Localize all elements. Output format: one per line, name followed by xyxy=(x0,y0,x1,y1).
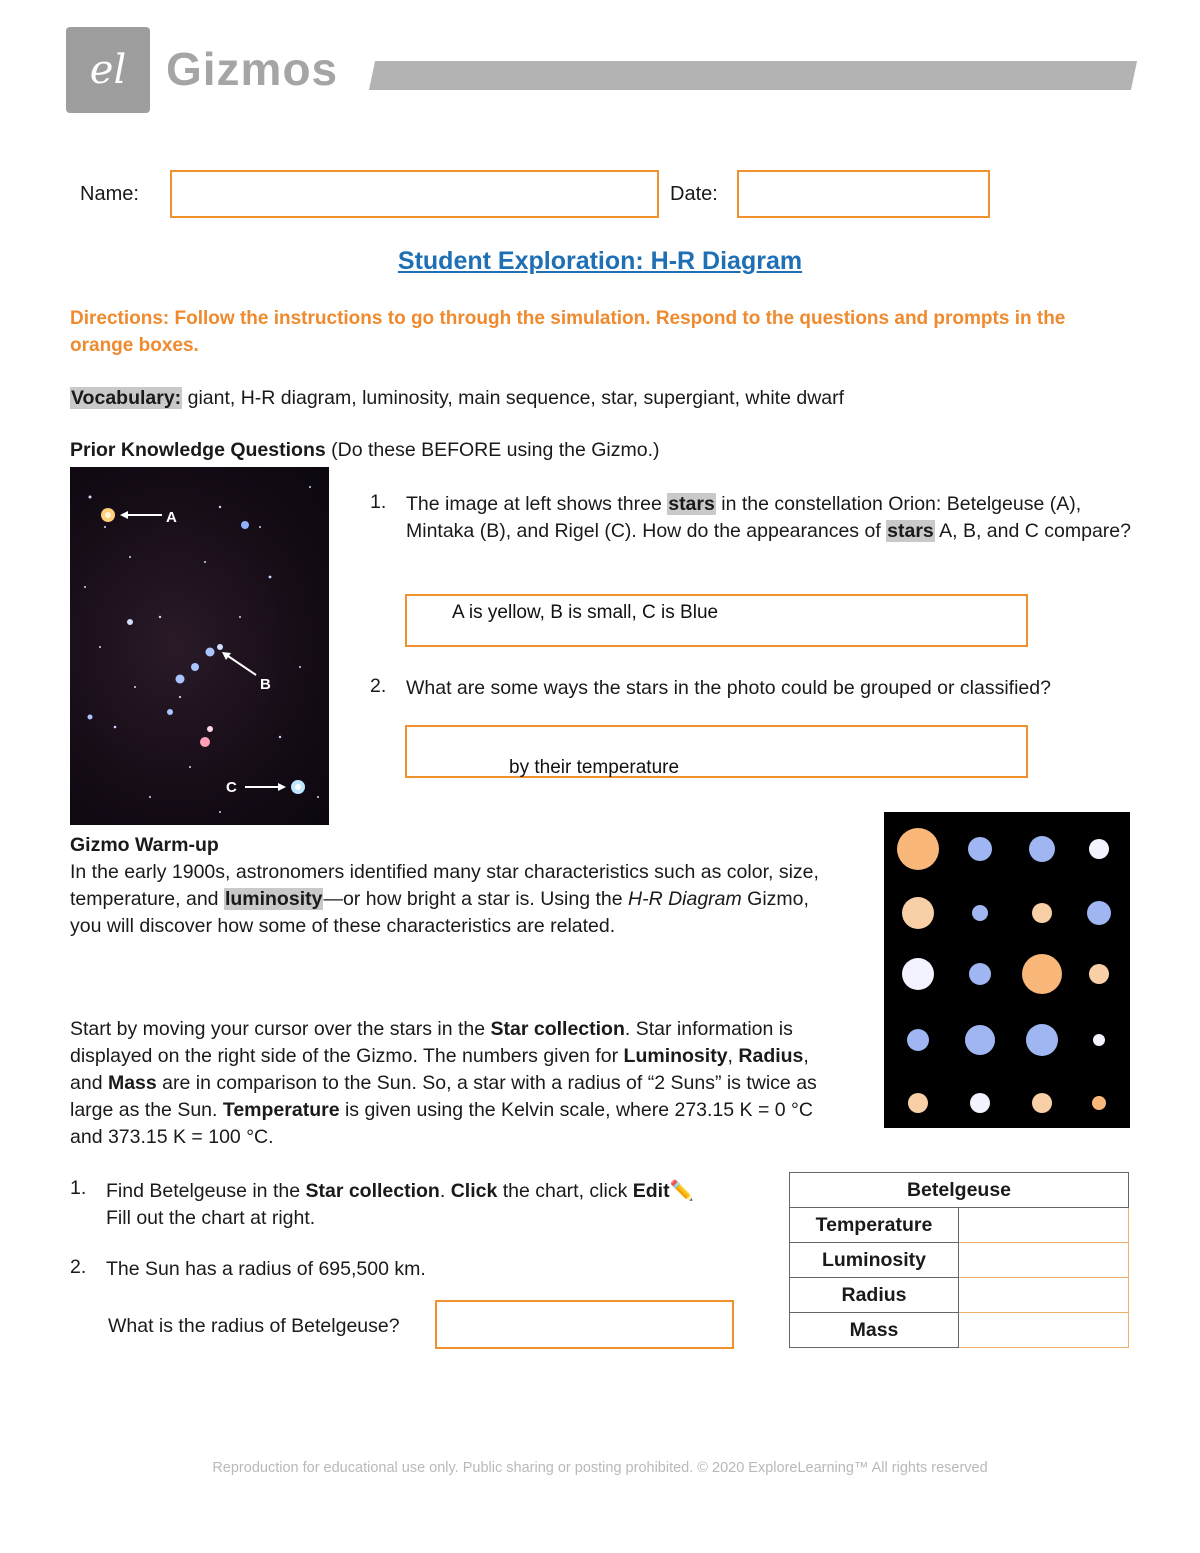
warmup-q2-number: 2. xyxy=(70,1256,87,1278)
footer-copyright: Reproduction for educational use only. Public sharing or posting prohibited. © 2020 ExploreLearning™ All rights reserved xyxy=(212,1460,988,1476)
warmup-heading: Gizmo Warm-up xyxy=(70,834,219,856)
warmup-q2-text: The Sun has a radius of 695,500 km. xyxy=(106,1258,426,1280)
table-row xyxy=(790,1208,1129,1243)
star-dot xyxy=(908,1093,928,1113)
star-dot xyxy=(968,837,992,861)
pencil-icon: ✏️ xyxy=(669,1179,694,1202)
warmup-text: In the early 1900s, astronomers identified many star characteristics such as color, size, temperature, and xyxy=(70,861,819,910)
stars-highlight: stars xyxy=(887,520,934,542)
vocabulary-label: Vocabulary: xyxy=(71,387,182,409)
radius-answer-box[interactable] xyxy=(435,1300,734,1349)
date-label: Date: xyxy=(670,183,718,205)
betelgeuse-table xyxy=(789,1172,1129,1348)
warmup-section xyxy=(70,832,830,940)
star-dot xyxy=(1032,1093,1052,1113)
table-row xyxy=(790,1243,1129,1278)
q-text: Find Betelgeuse in the xyxy=(106,1180,306,1202)
star-dot xyxy=(902,958,934,990)
star-collection-image xyxy=(884,812,1130,1128)
prior-heading-note: (Do these BEFORE using the Gizmo.) xyxy=(325,439,660,461)
vocabulary-text: giant, H-R diagram, luminosity, main sequence, star, supergiant, white dwarf xyxy=(182,387,845,409)
warmup-text: —or how bright a star is. Using the xyxy=(323,888,628,910)
star-dot xyxy=(970,1093,990,1113)
logo-mark-text: el xyxy=(89,47,127,93)
star-dot xyxy=(965,1025,995,1055)
table-row xyxy=(790,1278,1129,1313)
star-dot xyxy=(1026,1024,1058,1056)
luminosity-input[interactable] xyxy=(959,1243,1129,1278)
warmup-q1-text xyxy=(106,1177,776,1232)
date-field[interactable] xyxy=(737,170,990,218)
prior-q1-text xyxy=(406,491,1134,545)
q-text: the chart, click xyxy=(497,1180,633,1202)
prior-knowledge-heading xyxy=(70,437,1140,464)
stars-highlight: stars xyxy=(668,493,715,515)
warmup-q2-subtext: What is the radius of Betelgeuse? xyxy=(108,1315,400,1337)
luminosity-highlight: luminosity xyxy=(224,888,323,910)
prior-q2-number: 2. xyxy=(370,675,387,697)
gizmos-logo-mark xyxy=(66,27,150,113)
warmup-q1-number: 1. xyxy=(70,1177,87,1199)
photo-label-c: C xyxy=(226,779,237,796)
prior-q2-text: What are some ways the stars in the photo could be grouped or classified? xyxy=(406,677,1051,699)
warmup-text: , and xyxy=(70,1045,809,1094)
star-collection-svg xyxy=(884,812,1130,1128)
vocabulary xyxy=(70,385,1140,412)
table-header: Betelgeuse xyxy=(790,1173,1129,1208)
directions: Directions: Follow the instructions to go through the simulation. Respond to the questions and prompts in the orange boxes. xyxy=(70,308,1066,356)
gizmos-brand: Gizmos xyxy=(166,43,339,95)
star-dot xyxy=(1087,901,1111,925)
star-dot xyxy=(1032,903,1052,923)
star-dot xyxy=(1089,839,1109,859)
star-dot xyxy=(969,963,991,985)
temperature-input[interactable] xyxy=(959,1208,1129,1243)
prior-q1-answer-box[interactable] xyxy=(405,594,1028,647)
bold-term: Mass xyxy=(107,1072,157,1094)
table-row xyxy=(790,1313,1129,1348)
mass-input[interactable] xyxy=(959,1313,1129,1348)
gizmo-name: H-R Diagram xyxy=(628,888,742,910)
orion-photo xyxy=(70,467,329,825)
header-bar xyxy=(369,61,1137,90)
prior-q1-part: A, B, and C compare? xyxy=(934,520,1131,542)
name-label: Name: xyxy=(80,183,139,205)
prior-q1-answer: A is yellow, B is small, C is Blue xyxy=(452,602,719,623)
bold-term: Star collection xyxy=(490,1018,625,1040)
prior-q2-answer-box[interactable] xyxy=(405,725,1028,778)
warmup-text: , xyxy=(727,1045,739,1067)
star-dot xyxy=(907,1029,929,1051)
q-text: . xyxy=(439,1180,451,1202)
row-label-mass: Mass xyxy=(790,1313,959,1348)
prior-q2-answer: by their temperature xyxy=(509,757,680,778)
row-label-temperature: Temperature xyxy=(790,1208,959,1243)
warmup-text: Start by moving your cursor over the stars in the xyxy=(70,1018,491,1040)
page-title: Student Exploration: H-R Diagram xyxy=(397,247,803,275)
prior-q1-part: The image at left shows three xyxy=(406,493,668,515)
q-text: Fill out the chart at right. xyxy=(106,1207,316,1229)
bold-term: Luminosity xyxy=(623,1045,728,1067)
star-dot xyxy=(1022,954,1062,994)
star-dot xyxy=(1093,1034,1105,1046)
prior-q1-part: in the constellation Orion: Betelgeuse (A), Mintaka (B), and Rigel (C). How do the appearances of xyxy=(406,493,1082,542)
prior-heading-text: Prior Knowledge Questions xyxy=(70,439,326,461)
radius-input[interactable] xyxy=(959,1278,1129,1313)
orion-starfield xyxy=(70,467,329,825)
star-dot xyxy=(897,828,939,870)
row-label-luminosity: Luminosity xyxy=(790,1243,959,1278)
bold-term: Temperature xyxy=(222,1099,340,1121)
star-dot xyxy=(972,905,988,921)
star-dot xyxy=(1089,964,1109,984)
star-dot xyxy=(1029,836,1055,862)
row-label-radius: Radius xyxy=(790,1278,959,1313)
warmup-instructions xyxy=(70,1016,830,1151)
bold-term: Radius xyxy=(738,1045,804,1067)
bold-term: Edit xyxy=(632,1180,670,1202)
photo-label-a: A xyxy=(166,509,177,526)
photo-label-b: B xyxy=(260,676,271,693)
star-dot xyxy=(902,897,934,929)
warmup-text: Gizmo, you will discover how some of these characteristics are related. xyxy=(70,888,809,937)
bold-term: Star collection xyxy=(305,1180,440,1202)
name-field[interactable] xyxy=(170,170,659,218)
warmup-text: . Star information is displayed on the right side of the Gizmo. The numbers given for xyxy=(70,1018,793,1067)
warmup-text: are in comparison to the Sun. So, a star with a radius of “2 Suns” is twice as large as the Sun. xyxy=(70,1072,817,1121)
warmup-text: is given using the Kelvin scale, where 273.15 K = 0 °C and 373.15 K = 100 °C. xyxy=(70,1099,813,1148)
prior-q1-number: 1. xyxy=(370,491,387,513)
bold-term: Click xyxy=(450,1180,498,1202)
star-dot xyxy=(1092,1096,1106,1110)
